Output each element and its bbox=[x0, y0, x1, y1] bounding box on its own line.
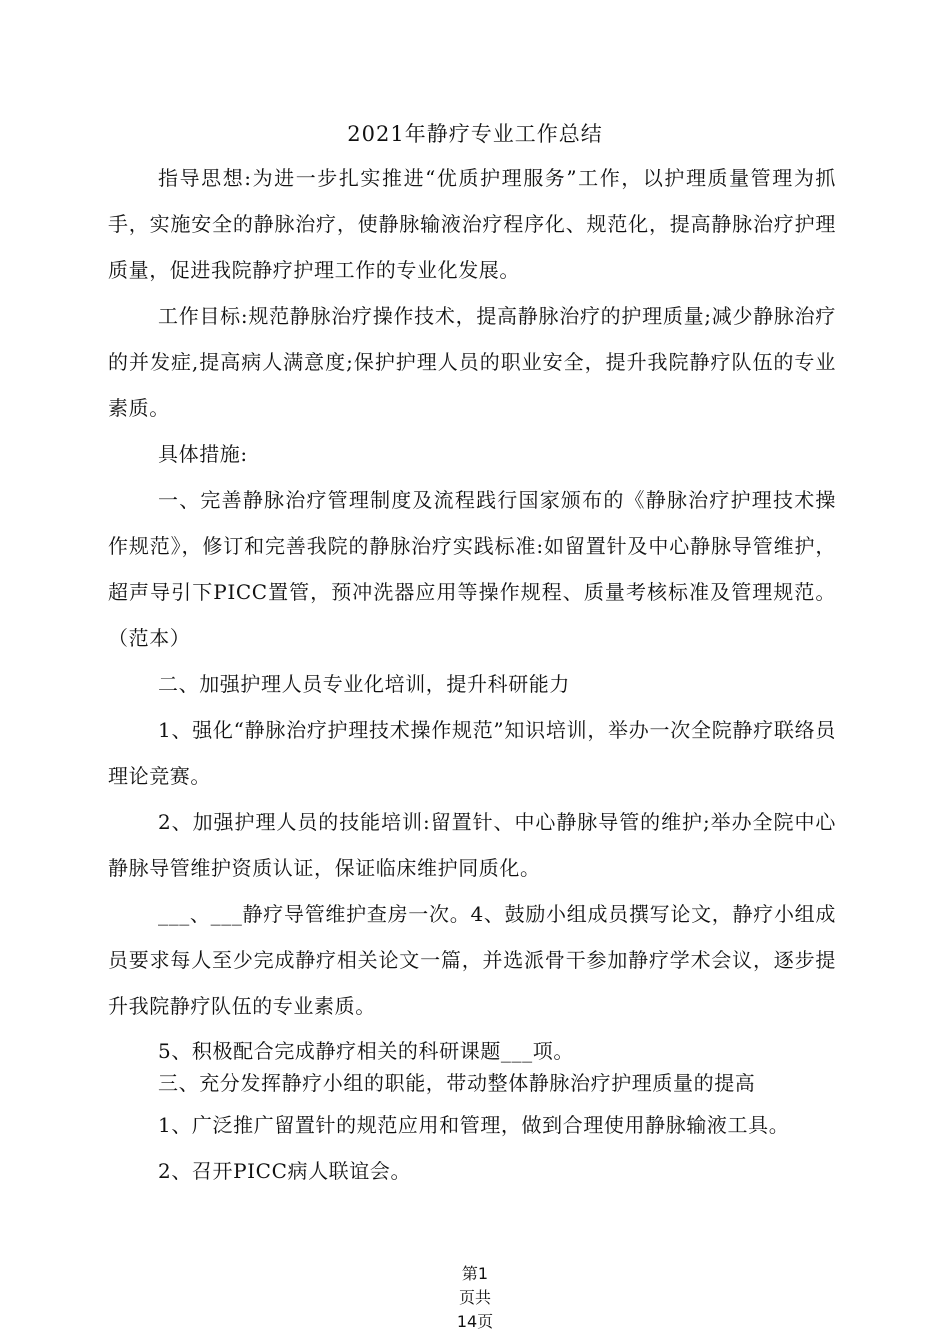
paragraph-item-2: 2、加强护理人员的技能培训:留置针、中心静脉导管的维护;举办全院中心静脉导管维护资质认证，保证临床维护同质化。 bbox=[108, 810, 836, 880]
paragraph-guiding-principle: 指导思想:为进一步扎实推进“优质护理服务”工作，以护理质量管理为抓手，实施安全的静脉治疗，使静脉输液治疗程序化、规范化，提高静脉治疗护理质量，促进我院静疗护理工作的专业化发展。 bbox=[108, 166, 836, 282]
paragraph-section-three-heading: 三、充分发挥静疗小组的职能，带动整体静脉治疗护理质量的提高 bbox=[158, 1071, 756, 1095]
paragraph-item-3-4: ___、___静疗导管维护查房一次。4、鼓励小组成员撰写论文，静疗小组成员要求每人至少完成静疗相关论文一篇，并选派骨干参加静疗学术会议，逐步提升我院静疗队伍的专业素质。 bbox=[108, 902, 836, 1018]
paragraph-measures-heading: 具体措施: bbox=[158, 442, 248, 466]
paragraph-item-1: 1、强化“静脉治疗护理技术操作规范”知识培训，举办一次全院静疗联络员理论竞赛。 bbox=[108, 718, 836, 788]
paragraph-work-goal: 工作目标:规范静脉治疗操作技术，提高静脉治疗的护理质量;减少静脉治疗的并发症,提高病人满意度;保护护理人员的职业安全，提升我院静疗队伍的专业素质。 bbox=[108, 304, 836, 420]
paragraph-section-three-item-1: 1、广泛推广留置针的规范应用和管理，做到合理使用静脉输液工具。 bbox=[158, 1113, 790, 1137]
paragraph-item-5: 5、积极配合完成静疗相关的科研课题___项。 bbox=[158, 1039, 574, 1063]
paragraph-section-three-item-2: 2、召开PICC病人联谊会。 bbox=[158, 1159, 412, 1183]
page-number-line-3: 14页 bbox=[456, 1312, 494, 1331]
page-number-line-2: 页共 bbox=[458, 1288, 491, 1307]
paragraph-section-one: 一、完善静脉治疗管理制度及流程践行国家颁布的《静脉治疗护理技术操作规范》，修订和完善我院的静脉治疗实践标准:如留置针及中心静脉导管维护，超声导引下PICC置管，预冲洗器应用等操作规程、质量考核标准及管理规范。（范本） bbox=[108, 488, 836, 650]
page-footer bbox=[0, 1262, 950, 1334]
paragraph-section-two-heading: 二、加强护理人员专业化培训，提升科研能力 bbox=[158, 672, 570, 696]
document-title: 2021年静疗专业工作总结 bbox=[347, 122, 603, 146]
page-number-line-1: 第1 bbox=[461, 1264, 489, 1283]
